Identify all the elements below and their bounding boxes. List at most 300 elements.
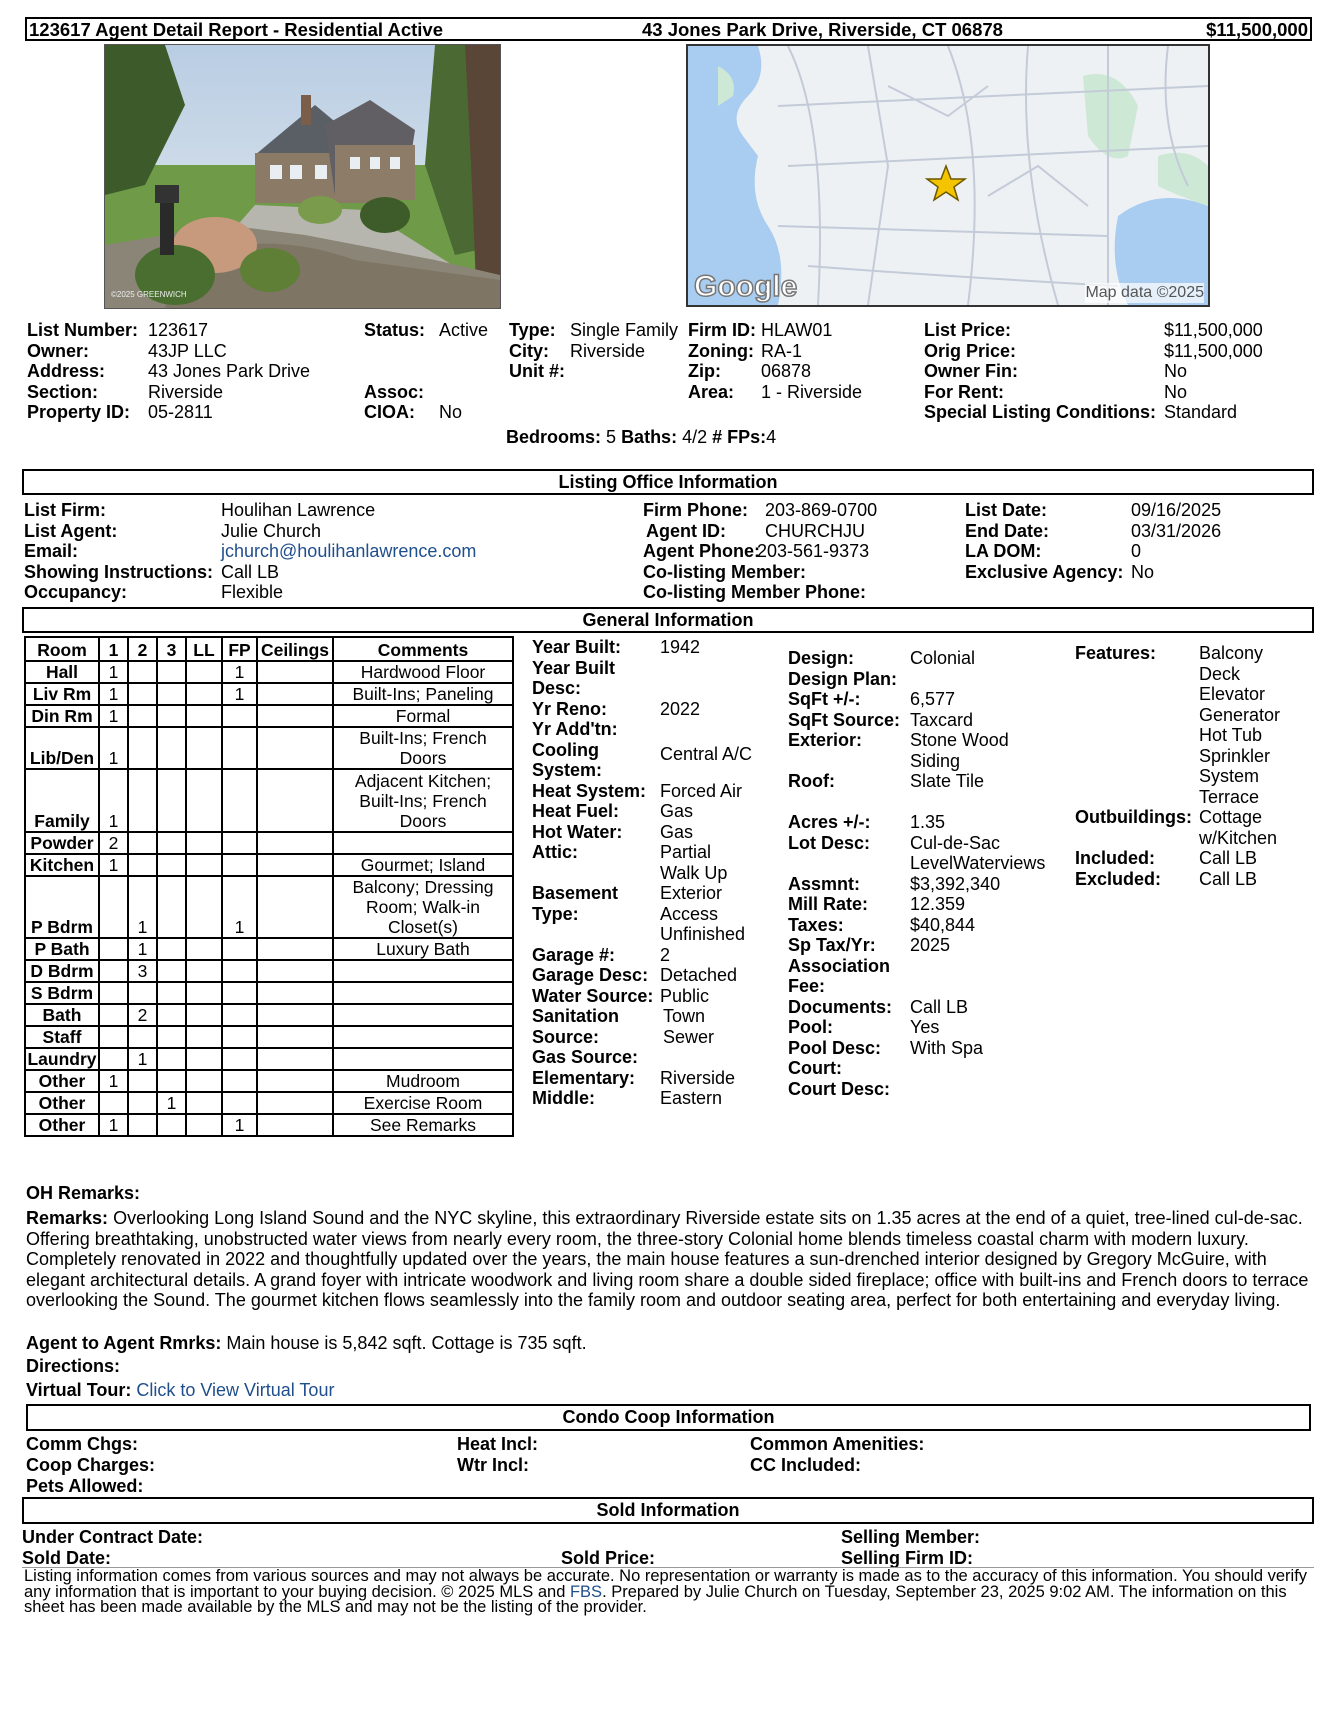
room-cell-lower-level <box>186 1092 222 1114</box>
heat-system-label: Heat System: <box>532 780 647 801</box>
room-cell-room-name: Laundry <box>25 1048 99 1070</box>
court-desc-value <box>910 1079 1050 1100</box>
yr-addtn-value <box>660 719 760 740</box>
summary-col3-values <box>570 320 678 382</box>
room-row <box>25 938 513 960</box>
list-firm-label: List Firm: <box>24 500 107 520</box>
room-cell-level2 <box>128 727 157 769</box>
room-cell-room-name: Din Rm <box>25 705 99 727</box>
sqft-label: SqFt +/-: <box>788 689 861 709</box>
room-cell-ceilings <box>257 1048 333 1070</box>
unit-label: Unit #: <box>509 361 565 381</box>
garage-count-value: 2 <box>660 944 671 965</box>
office-col2-values <box>757 500 878 603</box>
room-cell-fireplace: 1 <box>222 661 257 683</box>
room-cell-lower-level <box>186 683 222 705</box>
room-cell-level3 <box>157 982 186 1004</box>
firm-id-value: HLAW01 <box>761 320 833 340</box>
sqft-source-label: SqFt Source: <box>788 709 901 730</box>
heat-incl-label: Heat Incl: <box>457 1434 539 1454</box>
room-cell-comments: Balcony; Dressing Room; Walk-in Closet(s) <box>333 876 513 939</box>
fbs-link[interactable]: FBS <box>569 1582 603 1601</box>
footer-disclaimer <box>24 1569 1316 1616</box>
room-col-header: Room <box>25 637 99 661</box>
room-cell-ceilings <box>257 769 333 832</box>
level2-col-header: 2 <box>128 637 157 661</box>
room-cell-fireplace <box>222 705 257 727</box>
room-cell-level3 <box>157 960 186 982</box>
room-cell-level2 <box>128 1026 157 1048</box>
taxes-label: Taxes: <box>788 914 844 935</box>
room-cell-comments: Formal <box>333 705 513 727</box>
map-attribution: Map data ©2025 <box>1085 283 1204 304</box>
general-information-bar: General Information <box>22 607 1314 633</box>
middle-label: Middle: <box>532 1088 595 1108</box>
room-cell-level1: 1 <box>99 661 128 683</box>
office-col3-labels <box>965 500 1123 582</box>
room-cell-ceilings <box>257 876 333 939</box>
city-value: Riverside <box>570 340 646 361</box>
summary-col4-labels <box>688 320 756 402</box>
design-label: Design: <box>788 648 855 668</box>
room-cell-ceilings <box>257 1004 333 1026</box>
room-cell-level3 <box>157 1048 186 1070</box>
room-cell-ceilings <box>257 1070 333 1092</box>
exclusive-agency-label: Exclusive Agency: <box>965 561 1124 582</box>
firm-phone-value: 203-869-0700 <box>765 500 878 520</box>
property-id-value: 05-2811 <box>148 402 213 422</box>
room-cell-level1 <box>99 938 128 960</box>
room-cell-level3 <box>157 769 186 832</box>
court-label: Court: <box>788 1058 842 1078</box>
room-cell-level2 <box>128 1092 157 1114</box>
owner-label: Owner: <box>27 340 90 361</box>
room-cell-room-name: P Bdrm <box>25 876 99 939</box>
baths-label: Baths: <box>621 427 678 447</box>
summary-col2-labels <box>364 320 425 423</box>
room-cell-ceilings <box>257 982 333 1004</box>
co-listing-phone-value <box>765 582 877 603</box>
selling-firm-id-label: Selling Firm ID: <box>841 1548 974 1568</box>
design-value: Colonial <box>910 648 976 668</box>
room-cell-room-name: Liv Rm <box>25 683 99 705</box>
room-cell-level1 <box>99 876 128 939</box>
showing-instructions-label: Showing Instructions: <box>24 561 213 582</box>
sold-information-bar: Sold Information <box>22 1497 1314 1524</box>
room-row <box>25 832 513 854</box>
design-plan-value <box>910 669 1050 690</box>
room-cell-level2: 1 <box>128 1048 157 1070</box>
basement-type-label: Basement Type: <box>532 883 619 924</box>
rooms-header-row <box>25 637 513 661</box>
room-cell-room-name: D Bdrm <box>25 960 99 982</box>
pool-label: Pool: <box>788 1017 833 1037</box>
room-row <box>25 982 513 1004</box>
room-cell-level1: 1 <box>99 1070 128 1092</box>
coop-charges-label: Coop Charges: <box>26 1455 156 1475</box>
assessment-value: $3,392,340 <box>910 873 1001 894</box>
court-value <box>910 1058 1050 1079</box>
room-cell-fireplace <box>222 769 257 832</box>
room-row <box>25 1048 513 1070</box>
list-agent-value: Julie Church <box>221 520 322 541</box>
outbuildings-label: Outbuildings: <box>1075 807 1192 827</box>
bed-bath-line <box>506 427 776 448</box>
details2-labels <box>788 648 900 1099</box>
summary-col3-labels <box>509 320 565 382</box>
co-listing-phone-label: Co-listing Member Phone: <box>643 582 867 602</box>
excluded-value: Call LB <box>1199 868 1258 889</box>
occupancy-label: Occupancy: <box>24 582 128 602</box>
sp-tax-value: 2025 <box>910 935 951 955</box>
cooling-system-value: Central A/C <box>660 743 753 764</box>
house-photo-illustration <box>105 45 500 308</box>
mill-rate-value: 12.359 <box>910 894 966 914</box>
city-label: City: <box>509 340 549 361</box>
comm-chgs-label: Comm Chgs: <box>26 1434 138 1454</box>
agent-remarks-text: Main house is 5,842 sqft. Cottage is 735 sqft. <box>226 1333 587 1353</box>
year-built-desc-value <box>660 658 760 699</box>
zoning-label: Zoning: <box>688 340 754 361</box>
roof-label: Roof: <box>788 771 835 791</box>
list-agent-label: List Agent: <box>24 520 118 541</box>
room-cell-level2 <box>128 854 157 876</box>
map-illustration <box>688 46 1208 305</box>
room-cell-room-name: Bath <box>25 1004 99 1026</box>
assoc-label: Assoc: <box>364 381 425 402</box>
room-cell-fireplace: 1 <box>222 1114 257 1136</box>
property-photo[interactable] <box>104 44 501 309</box>
details3-values <box>1199 643 1299 889</box>
room-cell-level1: 2 <box>99 832 128 854</box>
room-cell-level2 <box>128 705 157 727</box>
room-cell-level3 <box>157 1026 186 1048</box>
room-row <box>25 1026 513 1048</box>
pets-allowed-label: Pets Allowed: <box>26 1476 144 1496</box>
room-cell-comments: Hardwood Floor <box>333 661 513 683</box>
room-cell-ceilings <box>257 705 333 727</box>
sold-price-label: Sold Price: <box>561 1548 656 1568</box>
list-firm-value: Houlihan Lawrence <box>221 500 376 520</box>
hot-water-label: Hot Water: <box>532 821 623 842</box>
room-cell-fireplace <box>222 1070 257 1092</box>
room-row <box>25 661 513 683</box>
address-label: Address: <box>27 361 106 381</box>
room-row <box>25 1070 513 1092</box>
room-cell-level1: 1 <box>99 854 128 876</box>
room-cell-room-name: Kitchen <box>25 854 99 876</box>
room-row <box>25 769 513 832</box>
yr-addtn-label: Yr Add'tn: <box>532 719 618 739</box>
la-dom-label: LA DOM: <box>965 541 1042 561</box>
room-cell-level2: 1 <box>128 938 157 960</box>
room-cell-level3 <box>157 876 186 939</box>
report-title: 123617 Agent Detail Report - Residential Active <box>29 19 443 40</box>
room-cell-lower-level <box>186 1048 222 1070</box>
room-cell-level3 <box>157 705 186 727</box>
pool-value: Yes <box>910 1017 940 1037</box>
room-row <box>25 854 513 876</box>
room-cell-fireplace: 1 <box>222 876 257 939</box>
room-cell-comments <box>333 1004 513 1026</box>
special-conditions-label: Special Listing Conditions: <box>924 402 1157 422</box>
year-built-label: Year Built: <box>532 637 622 657</box>
room-cell-room-name: Hall <box>25 661 99 683</box>
list-price-value: $11,500,000 <box>1164 320 1263 340</box>
room-row <box>25 1114 513 1136</box>
room-cell-level1 <box>99 1026 128 1048</box>
orig-price-value: $11,500,000 <box>1164 340 1263 361</box>
room-cell-comments: Adjacent Kitchen; Built-Ins; French Doors <box>333 769 513 832</box>
acres-value: 1.35 <box>910 812 946 832</box>
room-cell-ceilings <box>257 960 333 982</box>
room-cell-level1: 1 <box>99 1114 128 1136</box>
room-cell-level1: 1 <box>99 705 128 727</box>
room-cell-level3: 1 <box>157 1092 186 1114</box>
fps-value: 4 <box>766 427 777 447</box>
summary-col4-values <box>761 320 862 402</box>
room-cell-level3 <box>157 1004 186 1026</box>
beds-value: 5 <box>606 427 617 447</box>
room-cell-fireplace: 1 <box>222 683 257 705</box>
section-value: Riverside <box>148 381 224 402</box>
showing-instructions-value: Call LB <box>221 561 280 582</box>
summary-col5-values <box>1164 320 1263 423</box>
room-cell-ceilings <box>257 727 333 769</box>
room-cell-lower-level <box>186 982 222 1004</box>
status-value: Active <box>439 320 489 340</box>
heat-system-value: Forced Air <box>660 780 743 801</box>
room-cell-comments: Luxury Bath <box>333 938 513 960</box>
condo-coop-bar: Condo Coop Information <box>26 1404 1311 1431</box>
room-row <box>25 1092 513 1114</box>
water-source-value: Public <box>660 985 710 1006</box>
office-col3-values <box>1131 500 1221 582</box>
email-label: Email: <box>24 541 79 561</box>
area-label: Area: <box>688 381 735 402</box>
owner-value: 43JP LLC <box>148 340 227 361</box>
type-value: Single Family <box>570 320 679 340</box>
garage-desc-label: Garage Desc: <box>532 965 649 985</box>
list-date-label: List Date: <box>965 500 1048 520</box>
room-cell-lower-level <box>186 1070 222 1092</box>
room-cell-comments <box>333 982 513 1004</box>
basement-type-value: Exterior Access Unfinished <box>660 883 746 944</box>
room-cell-lower-level <box>186 960 222 982</box>
for-rent-value: No <box>1164 381 1188 402</box>
office-col1-labels <box>24 500 213 603</box>
room-cell-level3 <box>157 854 186 876</box>
room-cell-level3 <box>157 661 186 683</box>
directions-label: Directions: <box>26 1356 121 1376</box>
year-built-value: 1942 <box>660 637 701 657</box>
room-cell-fireplace <box>222 1092 257 1114</box>
agent-phone-value: 203-561-9373 <box>757 541 870 561</box>
virtual-tour <box>26 1380 334 1401</box>
room-cell-level2: 1 <box>128 876 157 939</box>
footer-text-1: Listing information comes from various sources and may not always be accurate. No representation or warranty is made as to the accuracy of this information. You should verify any information that is important to your buying decision. © 2025 MLS and <box>24 1567 1308 1601</box>
room-cell-room-name: Other <box>25 1070 99 1092</box>
room-cell-level2 <box>128 1070 157 1092</box>
directions <box>26 1356 120 1377</box>
summary-col1-values <box>148 320 310 423</box>
exclusive-agency-value: No <box>1131 561 1155 582</box>
hot-water-value: Gas <box>660 821 694 842</box>
room-cell-fireplace <box>222 960 257 982</box>
room-cell-level2 <box>128 661 157 683</box>
design-plan-label: Design Plan: <box>788 668 898 689</box>
under-contract-date-label: Under Contract Date: <box>22 1527 204 1547</box>
included-label: Included: <box>1075 848 1155 868</box>
room-cell-ceilings <box>257 661 333 683</box>
cooling-system-label: Cooling System: <box>532 739 603 780</box>
room-cell-ceilings <box>257 832 333 854</box>
orig-price-label: Orig Price: <box>924 340 1017 361</box>
room-cell-fireplace <box>222 938 257 960</box>
room-cell-fireplace <box>222 1004 257 1026</box>
room-cell-comments <box>333 1048 513 1070</box>
oh-remarks-label: OH Remarks: <box>26 1183 141 1203</box>
agent-email-link[interactable]: jchurch@houlihanlawrence.com <box>221 541 477 561</box>
owner-fin-label: Owner Fin: <box>924 361 1018 381</box>
property-address-heading: 43 Jones Park Drive, Riverside, CT 06878 <box>642 19 1003 40</box>
virtual-tour-link[interactable]: Click to View Virtual Tour <box>136 1380 335 1400</box>
sqft-source-value: Taxcard <box>910 709 974 730</box>
room-cell-comments: See Remarks <box>333 1114 513 1136</box>
room-cell-lower-level <box>186 832 222 854</box>
room-cell-fireplace <box>222 1048 257 1070</box>
summary-col5-labels <box>924 320 1156 423</box>
beds-label: Bedrooms: <box>506 427 602 447</box>
room-cell-lower-level <box>186 876 222 939</box>
google-logo: Google <box>694 270 798 303</box>
heat-fuel-value: Gas <box>660 801 694 821</box>
room-cell-level2 <box>128 683 157 705</box>
fp-col-header: FP <box>222 637 257 661</box>
sanitation-source-label: Sanitation Source: <box>532 1006 620 1047</box>
room-cell-lower-level <box>186 1114 222 1136</box>
room-cell-comments: Mudroom <box>333 1070 513 1092</box>
room-cell-level1 <box>99 1004 128 1026</box>
room-cell-lower-level <box>186 661 222 683</box>
summary-col2-values <box>439 320 488 423</box>
room-cell-lower-level <box>186 705 222 727</box>
room-cell-level3 <box>157 1114 186 1136</box>
agent-remarks <box>26 1333 587 1354</box>
type-label: Type: <box>509 320 556 340</box>
assoc-value <box>439 382 488 403</box>
owner-fin-value: No <box>1164 361 1188 381</box>
room-cell-ceilings <box>257 938 333 960</box>
room-cell-comments <box>333 1026 513 1048</box>
remarks-paragraph <box>26 1208 1316 1311</box>
list-number-label: List Number: <box>27 320 139 340</box>
room-cell-comments: Gourmet; Island <box>333 854 513 876</box>
room-cell-ceilings <box>257 1092 333 1114</box>
sp-tax-label: Sp Tax/Yr: <box>788 935 876 955</box>
firm-id-label: Firm ID: <box>688 320 757 340</box>
room-cell-level1 <box>99 982 128 1004</box>
room-cell-fireplace <box>222 854 257 876</box>
room-cell-level3 <box>157 727 186 769</box>
room-cell-ceilings <box>257 1026 333 1048</box>
room-cell-room-name: Staff <box>25 1026 99 1048</box>
heat-fuel-label: Heat Fuel: <box>532 801 620 821</box>
room-cell-level2 <box>128 769 157 832</box>
selling-member-label: Selling Member: <box>841 1527 981 1547</box>
attic-label: Attic: <box>532 842 578 862</box>
room-cell-level1: 1 <box>99 727 128 769</box>
room-cell-level2 <box>128 832 157 854</box>
yr-reno-label: Yr Reno: <box>532 698 608 719</box>
elementary-value: Riverside <box>660 1067 736 1088</box>
included-value: Call LB <box>1199 848 1258 868</box>
room-cell-level3 <box>157 683 186 705</box>
room-cell-room-name: Other <box>25 1114 99 1136</box>
cc-included-label: CC Included: <box>750 1455 861 1475</box>
location-map[interactable] <box>686 44 1210 307</box>
details1-labels <box>532 637 653 1109</box>
garage-desc-value: Detached <box>660 965 738 985</box>
room-cell-lower-level <box>186 727 222 769</box>
acres-label: Acres +/-: <box>788 812 871 832</box>
middle-value: Eastern <box>660 1088 723 1108</box>
room-cell-lower-level <box>186 854 222 876</box>
agent-id-value: CHURCHJU <box>765 520 865 541</box>
occupancy-value: Flexible <box>221 582 284 602</box>
exterior-label: Exterior: <box>788 730 863 750</box>
taxes-value: $40,844 <box>910 914 976 935</box>
zoning-value: RA-1 <box>761 340 803 361</box>
room-cell-fireplace <box>222 832 257 854</box>
lot-desc-label: Lot Desc: <box>788 832 871 853</box>
room-cell-lower-level <box>186 938 222 960</box>
firm-phone-label: Firm Phone: <box>643 500 749 520</box>
room-cell-fireplace <box>222 1026 257 1048</box>
room-cell-room-name: Lib/Den <box>25 727 99 769</box>
agent-remarks-label: Agent to Agent Rmrks: <box>26 1333 222 1353</box>
yr-reno-value: 2022 <box>660 698 701 719</box>
fps-label: # FPs: <box>712 427 767 447</box>
room-cell-ceilings <box>257 683 333 705</box>
pool-desc-label: Pool Desc: <box>788 1037 882 1058</box>
baths-value: 4/2 <box>682 427 708 447</box>
association-fee-label: Association Fee: <box>788 955 891 996</box>
unit-value <box>570 361 678 382</box>
area-value: 1 - Riverside <box>761 381 863 402</box>
room-row <box>25 1004 513 1026</box>
address-value: 43 Jones Park Drive <box>148 361 311 381</box>
pool-desc-value: With Spa <box>910 1037 984 1058</box>
details2-values <box>910 648 1050 1099</box>
sanitation-source-value: Town Sewer <box>663 1006 715 1047</box>
remarks-label: Remarks: <box>26 1208 109 1228</box>
room-cell-lower-level <box>186 1004 222 1026</box>
mill-rate-label: Mill Rate: <box>788 894 869 914</box>
co-listing-member-value <box>765 562 877 583</box>
attic-value: Partial Walk Up <box>660 842 728 883</box>
sold-date-label: Sold Date: <box>22 1548 112 1568</box>
outbuildings-value: Cottage w/Kitchen <box>1199 807 1278 848</box>
exterior-value: Stone Wood Siding <box>910 730 1009 771</box>
assessment-label: Assmnt: <box>788 873 861 894</box>
room-cell-comments: Built-Ins; Paneling <box>333 683 513 705</box>
room-cell-comments: Built-Ins; French Doors <box>333 727 513 769</box>
room-cell-level2 <box>128 1114 157 1136</box>
listing-office-bar: Listing Office Information <box>22 469 1314 495</box>
room-cell-lower-level <box>186 769 222 832</box>
section-label: Section: <box>27 381 99 402</box>
